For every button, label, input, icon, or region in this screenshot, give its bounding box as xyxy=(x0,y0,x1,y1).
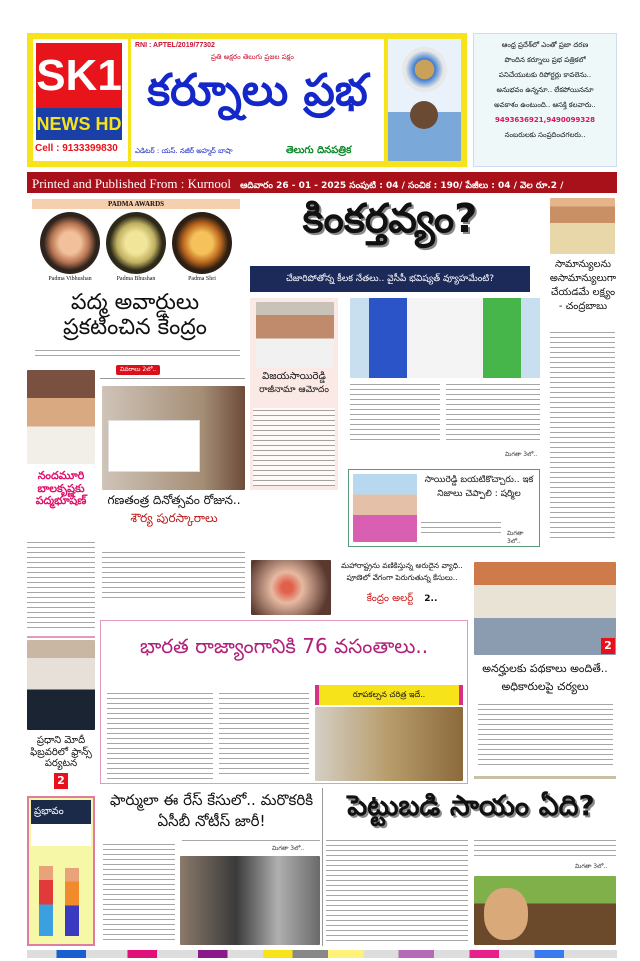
cartoon-title: ప్రభావం xyxy=(31,800,91,824)
lead-headline: కింకర్తవ్యం? xyxy=(302,196,478,242)
tagline: ప్రతి అక్షరం తెలుగు ప్రజల పక్షం xyxy=(211,53,294,61)
hand-photo xyxy=(251,560,331,615)
invest-headline: పెట్టుబడి సాయం ఏది? xyxy=(347,789,595,822)
gbs-page: 2.. xyxy=(424,594,438,604)
medal-icon xyxy=(106,212,166,274)
balakrishna-headline: నందమూరి బాలకృష్ణకు పద్మభూషణ్ xyxy=(35,469,87,508)
divider xyxy=(474,776,616,779)
modi-page-badge: 2 xyxy=(54,773,68,789)
medal-icon xyxy=(172,212,232,274)
more-link[interactable]: మిగతా 3లో.. xyxy=(505,451,538,458)
vijayasai-heads xyxy=(250,371,338,395)
padma-header: PADMA AWARDS xyxy=(32,199,240,209)
constitution-photo xyxy=(315,707,463,781)
medal-label: Padma Vibhushan xyxy=(48,276,92,282)
medal-icon xyxy=(40,212,100,274)
gallantry-headline: గణతంత్ర దినోత్సవం రోజున.. xyxy=(107,493,241,507)
lead-strap: చేజారిపోతోన్న కీలక నేతలు.. వైసీపీ భవిష్యత్ వ్యూహమేంటి? xyxy=(250,266,530,292)
ad-line: పనిచేయుటకు రిపోర్టర్లు కావలెను.. xyxy=(498,71,592,79)
sharmila-box xyxy=(348,469,540,547)
constitution-headline: భారత రాజ్యాంగానికి 76 వసంతాలు.. xyxy=(139,634,429,658)
rni: RNI : APTEL/2019/77302 xyxy=(135,42,215,49)
cell-number: Cell : 9133399830 xyxy=(35,143,118,154)
gbs-alert-row xyxy=(367,586,438,606)
gbs-headline: మహారాష్ట్రను వణికిస్తున్న అరుదైన వ్యాధి.. పూణెలో వేగంగా పెరుగుతున్న కేసులు.. xyxy=(341,561,463,582)
ad-line: అవకాశం ఉంటుంది.. ఆసక్తి కలవారు.. xyxy=(494,101,596,109)
reporter-ad xyxy=(473,33,617,167)
sharmila-headline: సాయిరెడ్డి బయటికొచ్చారు.. ఇక నిజాలు చెప్పాలి : షర్మిల xyxy=(424,475,534,499)
padma-headline: పద్మ అవార్డులు ప్రకటించిన కేంద్రం xyxy=(63,290,207,341)
vijayasai-text xyxy=(253,408,335,486)
invest-text xyxy=(326,838,468,944)
farmer-cbn-photo xyxy=(474,876,616,945)
formula-text xyxy=(103,842,175,944)
editor-photo xyxy=(388,39,461,161)
revanth-text xyxy=(478,702,613,768)
balakrishna-photo xyxy=(27,370,95,464)
issue-info: ఆదివారం 26 - 01 - 2025 సంపుటి : 04 / సంచిక : 190/ పేజీలు : 04 / వెల రూ.2 / xyxy=(240,181,564,191)
sharmila-photo xyxy=(353,474,417,542)
gallantry-subhead: శౌర్య పురస్కారాలు xyxy=(130,510,218,525)
gbs-story xyxy=(336,560,468,606)
divider xyxy=(27,636,95,638)
modi-headline: ప్రధాని మోదీ ఫిబ్రవరిలో ఫ్రాన్స్ పర్యటన xyxy=(30,735,92,769)
constitution-text xyxy=(107,691,213,779)
medal-label: Padma Bhushan xyxy=(116,276,156,282)
constitution-text xyxy=(219,691,309,775)
logo-news: NEWS HD xyxy=(36,108,122,140)
revanth-page-badge: 2 xyxy=(601,638,615,654)
logo-sk1: SK1 xyxy=(36,43,122,108)
ed-ktr-photo xyxy=(180,856,320,945)
sk1-logo xyxy=(33,39,128,161)
ad-phones: 9493636921,9490099328 xyxy=(494,116,596,124)
revanth-headline: అనర్హులకు పథకాలు అందితే.. అధికారులపై చర్యలు xyxy=(482,662,608,693)
padma-medals xyxy=(32,212,240,287)
constitution-box xyxy=(100,620,468,784)
subtitle: తెలుగు దినపత్రిక xyxy=(286,145,352,156)
ad-line: అనుభవం ఉన్ననూ.. లేకపోయిననూ xyxy=(496,86,594,94)
formula-text xyxy=(182,838,320,844)
formula-headline: ఫార్ములా ఈ రేస్ కేసులో.. మరొకరికి ఏసీబీ నోటీస్ జారీ! xyxy=(109,791,314,830)
modi-photo xyxy=(27,640,95,730)
gallantry-text xyxy=(102,550,245,602)
gallantry-photo xyxy=(102,386,245,490)
cbn-headline: సామాన్యులను అసామాన్యులుగా చేయడమే లక్ష్యం - చంద్రబాబు xyxy=(549,259,617,312)
cabinet-meeting-photo xyxy=(474,562,616,655)
constitution-box-title: రూపకల్పన చరిత్ర ఇదే.. xyxy=(315,685,463,705)
vijayasai-sub: రాజీనామా ఆమోదం xyxy=(259,384,329,395)
sharmila-text xyxy=(421,520,501,534)
editor: ఎడిటర్ : యస్. నజీర్ అహ్మద్ బాషా xyxy=(135,147,233,155)
gallantry-tag: వివరాలు 2లో.. xyxy=(116,365,160,375)
printed-from: Printed and Published From : Kurnool xyxy=(32,176,231,191)
more-link[interactable]: మిగతా 3లో.. xyxy=(575,863,608,870)
ysrcp-flag-photo xyxy=(350,298,540,378)
divider xyxy=(322,788,323,946)
more-link[interactable]: మిగతా 3లో.. xyxy=(272,845,305,852)
ad-footer: నంబరులకు సంప్రదించగలరు.. xyxy=(504,131,586,139)
medal-label: Padma Shri xyxy=(188,276,216,282)
padma-text xyxy=(35,348,240,360)
modi-story xyxy=(27,735,95,789)
ad-line: పొందిన కర్నూలు ప్రభ పత్రికలో xyxy=(504,56,586,64)
gbs-alert: కేంద్రం అలర్ట్ xyxy=(366,593,414,604)
lead-text xyxy=(446,382,540,442)
ad-line: ఆంధ్ర ప్రదేశ్‌లో ఎంతో ప్రజా దరణ xyxy=(501,41,589,49)
vijayasai-caption: విజయసాయిరెడ్డి xyxy=(262,371,326,382)
more-link[interactable]: మిగతా 3లో.. xyxy=(507,530,524,545)
masthead-title: కర్నూలు ప్రభ xyxy=(147,65,368,116)
balakrishna-text xyxy=(27,540,95,632)
divider xyxy=(100,378,245,379)
chandrababu-photo xyxy=(550,198,615,254)
gallantry-heads xyxy=(100,494,248,526)
lead-text xyxy=(350,382,440,442)
cbn-text xyxy=(550,330,615,540)
publication-banner xyxy=(27,172,617,193)
masthead xyxy=(27,33,467,167)
invest-text xyxy=(474,838,616,860)
color-registration-bar xyxy=(27,950,617,958)
cartoon xyxy=(27,796,95,946)
vijayasai-photo xyxy=(256,302,334,368)
